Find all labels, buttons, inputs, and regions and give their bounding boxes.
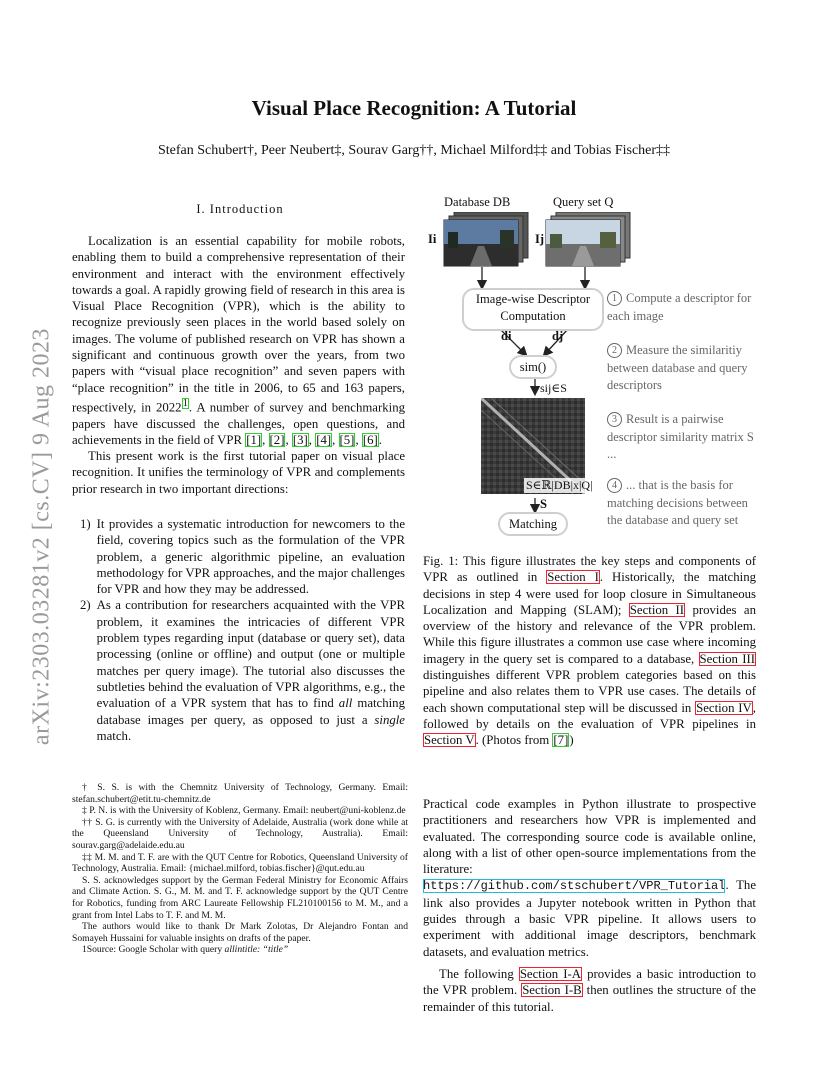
list-item: 1) It provides a systematic introduction for newcomers to the field, covering topics such as the formulation of the VPR problem, a generic algorithmic pipeline, an evaluation methodology for VPR approaches, and the major challenges for VPR and how they may be addressed.: [80, 517, 405, 597]
footnote: 1Source: Google Scholar with query allintitle: “title”: [82, 944, 289, 956]
figure-query-label: Query set Q: [553, 195, 614, 209]
section-link[interactable]: Section III: [699, 651, 755, 666]
step-4-annotation: 4 ... that is the basis for matching decisions between the database and query set: [607, 478, 748, 527]
footnotes: [72, 782, 408, 956]
citation-link[interactable]: [4]: [316, 432, 332, 447]
paper-title: Visual Place Recognition: A Tutorial: [251, 96, 577, 120]
section-link[interactable]: Section IV: [696, 700, 752, 715]
citation-link[interactable]: [5]: [339, 432, 355, 447]
intro-paragraph-1: Localization is an essential capability for mobile robots, enabling them to build a comprehensive representation of their environment and interact with the environment effectively towards a goal. A rapidly growing field of research in this area is Visual Place Recognition (VPR), which is the ability to recognize previously seen places in the world based solely on images. The volume of published research on VPR has shown a significant and continuous growth over the years, from two papers with “visual place recognition” and seven papers with “place recognition” in the title in 2006, to 65 and 163 papers, respectively, in 2022$^1$. A number of survey and benchmarking papers have discussed the challenges, open questions, and achievements in the field of VPR [1], [2], [3], [4], [5], [6].: [72, 234, 405, 447]
contribution-list: [80, 516, 405, 744]
descriptor-j-label: dj: [552, 329, 564, 343]
image-var-db: Ii: [428, 232, 437, 246]
footnote-link[interactable]: 1: [182, 397, 188, 409]
matching-box: Matching: [498, 512, 568, 536]
section-link[interactable]: Section V: [424, 733, 475, 748]
footnote: ‡‡ M. M. and T. F. are with the QUT Centre for Robotics, Queensland University of Technology, Australia. Email: {michael.milford, tobias.fischer}@qut.edu.au: [72, 851, 408, 875]
citation-link[interactable]: [6]: [362, 432, 378, 447]
s-label: S: [540, 497, 547, 511]
footnote: The authors would like to thank Dr Mark Zolotas, Dr Alejandro Fontan and Somayeh Hussaini for valuable insights on drafts of the paper.: [72, 921, 408, 944]
arxiv-stamp: arXiv:2303.03281v2 [cs.CV] 9 Aug 2023: [28, 327, 55, 746]
practical-code-paragraph: Practical code examples in Python illustrate to prospective practitioners and researchers how VPR is implemented and evaluated. The corresponding source code is available online, along with a list of other open-source implementations from the literature: https://github.com/stschubert/VPR_Tutorial. The link also provides a Jupyter notebook written in Python that guides through a basic VPR pipeline. It allows users to experiment with additional image descriptors, benchmark datasets, and evaluation metrics.: [423, 797, 756, 959]
citation-link[interactable]: [7]: [553, 733, 569, 748]
author-list: Stefan Schubert†, Peer Neubert‡, Sourav Garg††, Michael Milford‡‡ and Tobias Fischer‡‡: [157, 143, 671, 158]
footnote: †† S. G. is currently with the University of Adelaide, Australia (work done while at the Queensland University of Technology, Australia). Email: sourav.garg@adelaide.edu.au: [72, 816, 408, 851]
citation-link[interactable]: [2]: [269, 432, 285, 447]
section-link[interactable]: Section II: [629, 602, 685, 617]
image-var-query: Ij: [535, 232, 545, 246]
footnote: † S. S. is with the Chemnitz University of Technology, Germany. Email: stefan.schubert@etit.tu-chemnitz.de: [72, 782, 408, 805]
database-images: [440, 212, 530, 272]
figure-caption: Fig. 1: This figure illustrates the key steps and components of VPR as outlined in Section I. Historically, the matching decisions in step 4 were used for loop closure in Simultaneous Localization and Mapping (SLAM); Section II provides an overview of the history and relevance of the VPR problem. While this figure illustrates a common use case where incoming imagery in the query set is compared to a database, Section III distinguishes different VPR problem categories based on this pipeline and also relates them to VPR use cases. The details of each shown computational step will be discussed in Section IV, followed by details on the evaluation of VPR pipelines in Section V. (Photos from [7]): [423, 554, 756, 748]
descriptor-computation-box: Image-wise Descriptor Computation: [462, 288, 604, 331]
list-item: 2) As a contribution for researchers acquainted with the VPR problem, it examines the intricacies of different VPR problem types regarding input (database or query set), data processing (online or offline) and output (one or multiple matches per query image). The tutorial also discusses the subtleties behind the evaluation of VPR algorithms, e.g., the evaluation of a VPR system that has to find all matching database images per query, as opposed to just a single match.: [80, 598, 405, 743]
sij-label: sij∈S: [540, 381, 567, 395]
step-1-annotation: 1 Compute a descriptor for each image: [607, 291, 752, 323]
github-link[interactable]: https://github.com/stschubert/VPR_Tutorial: [423, 879, 726, 894]
section-link[interactable]: Section I-B: [522, 983, 582, 998]
citation-link[interactable]: [1]: [246, 432, 262, 447]
section-link[interactable]: Section I: [547, 570, 599, 585]
query-images: [542, 212, 632, 272]
similarity-box: sim(): [509, 355, 557, 379]
intro-paragraph-2: This present work is the first tutorial paper on visual place recognition. It unifies the terminology of VPR and complements prior research in two important directions:: [72, 449, 405, 496]
figure-db-label: Database DB: [444, 195, 511, 209]
step-2-annotation: 2 Measure the similaritiy between database and query descriptors: [607, 343, 748, 392]
matrix-label: S∈ℝ|DB|x|Q|: [526, 478, 593, 492]
section-heading: I. Introduction: [196, 202, 284, 216]
descriptor-i-label: di: [501, 329, 512, 343]
right-column-text: [423, 796, 756, 1015]
citation-link[interactable]: [3]: [292, 432, 308, 447]
footnote: S. S. acknowledges support by the German Federal Ministry for Economic Affairs and Climate Action. S. G., M. M. and T. F. acknowledge support by the QUT Centre for Robotics, funding from ARC Laureate Fellowship FL210100156 to M. M., and a grant from Intel Labs to T. F. and M. M.: [72, 874, 408, 921]
section-link[interactable]: Section I-A: [519, 966, 582, 981]
step-3-annotation: 3 Result is a pairwise descriptor similarity matrix S ...: [607, 412, 754, 461]
footnote: ‡ P. N. is with the University of Koblenz, Germany. Email: neubert@uni-koblenz.de: [82, 805, 406, 817]
following-sections-paragraph: The following Section I-A provides a basic introduction to the VPR problem. Section I-B then outlines the structure of the remainder of this tutorial.: [423, 966, 756, 1014]
intro-column: [72, 233, 405, 497]
